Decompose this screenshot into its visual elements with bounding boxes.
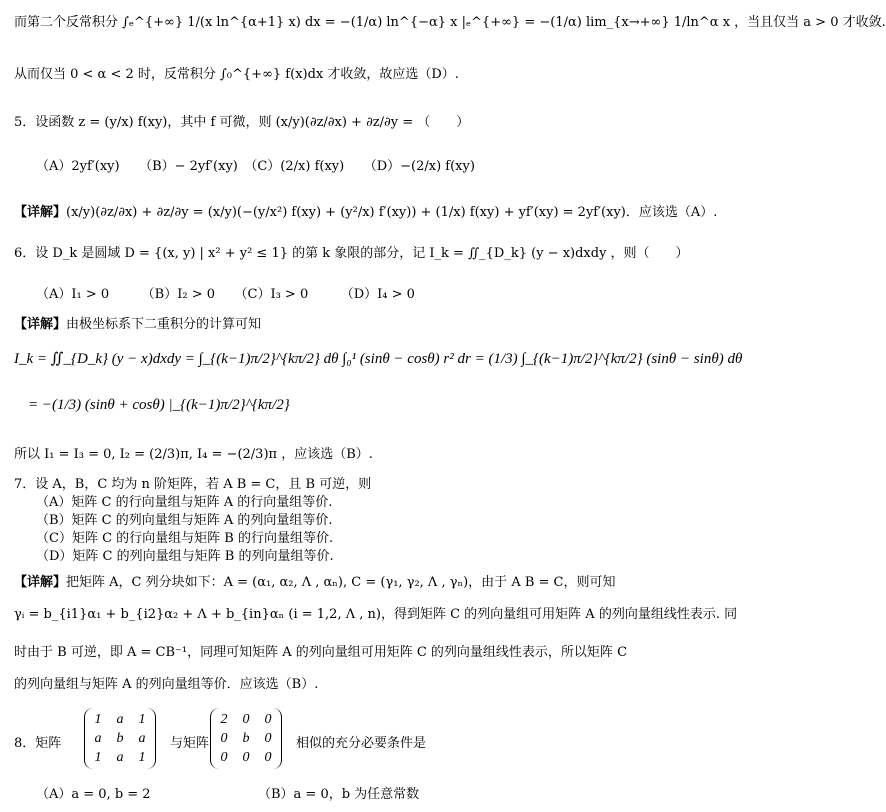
option-line: （A）矩阵 C 的行向量组与矩阵 A 的行向量组等价. bbox=[36, 495, 333, 510]
detail-text: 把矩阵 A，C 列分块如下：A = (α₁, α₂, Λ , αₙ), C = (γ₁, γ₂, Λ , γₙ)，由于 A B = C，则可知 bbox=[66, 575, 616, 590]
matrix-cell: 1 bbox=[138, 712, 146, 727]
detail-line: 的列向量组与矩阵 A 的列向量组等价．应该选（B）. bbox=[14, 677, 319, 692]
matrix-cell: a bbox=[116, 712, 124, 727]
matrix-cell: 1 bbox=[94, 750, 102, 765]
matrix-cell: 0 bbox=[220, 750, 228, 765]
conclusion-line: 所以 I₁ = I₃ = 0, I₂ = (2/3)π, I₄ = −(2/3)π ，应该选（B）. bbox=[14, 447, 373, 462]
matrix-row bbox=[218, 748, 274, 767]
text-line: 而第二个反常积分 ∫ₑ^{+∞} 1/(x ln^{α+1} x) dx = −(1/α) ln^{−α} x |ₑ^{+∞} = −(1/α) lim_{x→+∞} 1/ln^α x ，当且仅当 a > 0 才收敛. bbox=[14, 15, 886, 30]
question-6-options: （A）I₁ > 0 （B）I₂ > 0 （C）I₃ > 0 （D）I₄ > 0 bbox=[36, 287, 415, 302]
question-8-suffix: 相似的充分必要条件是 bbox=[296, 736, 427, 751]
matrix-cell: a bbox=[116, 750, 124, 765]
matrix-cell: 2 bbox=[220, 712, 228, 727]
matrix-cell: 0 bbox=[242, 712, 250, 727]
detail-line: γᵢ = b_{i1}α₁ + b_{i2}α₂ + Λ + b_{in}αₙ (i = 1,2, Λ , n)，得到矩阵 C 的列向量组可用矩阵 A 的列向量组线性表示. 同 bbox=[14, 607, 738, 622]
option-line: （D）矩阵 C 的列向量组与矩阵 B 的列向量组等价. bbox=[36, 549, 334, 564]
detail-5 bbox=[14, 204, 718, 222]
matrix-cell: b bbox=[116, 731, 124, 746]
formula-line: I_k = ∬_{D_k} (y − x)dxdy = ∫_{(k−1)π/2}^{kπ/2} dθ ∫₀¹ (sinθ − cosθ) r² dr = (1/3) ∫_{(k−1)π/2}^{kπ/2} (sinθ − sinθ) dθ bbox=[14, 351, 743, 367]
matrix-row bbox=[92, 748, 148, 767]
detail-6 bbox=[14, 316, 594, 334]
detail-7 bbox=[14, 574, 616, 592]
detail-text: 由极坐标系下二重积分的计算可知 bbox=[66, 317, 262, 332]
question-5-options: （A）2yf′(xy) （B）− 2yf′(xy) （C）(2/x) f(xy) （D）−(2/x) f(xy) bbox=[36, 159, 475, 174]
formula-line: = −(1/3) (sinθ + cosθ) |_{(k−1)π/2}^{kπ/2} bbox=[28, 397, 290, 413]
question-5: 5．设函数 z = (y/x) f(xy)，其中 f 可微，则 (x/y)(∂z/∂x) + ∂z/∂y = （ ） bbox=[14, 115, 470, 130]
matrix-cell: 0 bbox=[264, 731, 272, 746]
matrix-cell: 0 bbox=[264, 750, 272, 765]
matrix-row bbox=[218, 710, 274, 729]
matrix-cell: a bbox=[138, 731, 146, 746]
option-line: （C）矩阵 C 的行向量组与矩阵 B 的行向量组等价. bbox=[36, 531, 334, 546]
option-b: （B）a = 0，b 为任意常数 bbox=[258, 787, 420, 802]
matrix-cell: 1 bbox=[138, 750, 146, 765]
text-line: 从而仅当 0 < α < 2 时，反常积分 ∫₀^{+∞} f(x)dx 才收敛，故应选（D）. bbox=[14, 67, 459, 82]
matrix-row bbox=[218, 729, 274, 748]
detail-label: 【详解】 bbox=[14, 317, 67, 332]
matrix-cell: 0 bbox=[220, 731, 228, 746]
matrix-cell: a bbox=[94, 731, 102, 746]
question-7: 7．设 A，B，C 均为 n 阶矩阵，若 A B = C，且 B 可逆，则 bbox=[14, 477, 372, 492]
question-8-prefix: 8．矩阵 bbox=[14, 736, 62, 751]
question-8-mid: 与矩阵 bbox=[170, 736, 210, 751]
detail-label: 【详解】 bbox=[14, 205, 67, 220]
option-a: （A）a = 0, b = 2 bbox=[36, 787, 151, 802]
matrix-a bbox=[84, 708, 156, 769]
matrix-cell: b bbox=[242, 731, 250, 746]
detail-label: 【详解】 bbox=[14, 575, 67, 590]
option-line: （B）矩阵 C 的列向量组与矩阵 A 的列向量组等价. bbox=[36, 513, 333, 528]
matrix-row bbox=[92, 710, 148, 729]
detail-text: (x/y)(∂z/∂x) + ∂z/∂y = (x/y)(−(y/x²) f(xy) + (y²/x) f′(xy)) + (1/x) f(xy) + yf′(xy) = 2yf′(xy)．应该选（A）. bbox=[66, 205, 718, 220]
matrix-row bbox=[92, 729, 148, 748]
question-6: 6．设 D_k 是圆域 D = {(x, y) | x² + y² ≤ 1} 的第 k 象限的部分，记 I_k = ∬_{D_k} (y − x)dxdy ，则（ ） bbox=[14, 246, 689, 261]
matrix-b bbox=[210, 708, 282, 769]
matrix-cell: 1 bbox=[94, 712, 102, 727]
matrix-cell: 0 bbox=[242, 750, 250, 765]
detail-line: 时由于 B 可逆，即 A = CB⁻¹，同理可知矩阵 A 的列向量组可用矩阵 C 的列向量组线性表示，所以矩阵 C bbox=[14, 645, 628, 660]
matrix-cell: 0 bbox=[264, 712, 272, 727]
